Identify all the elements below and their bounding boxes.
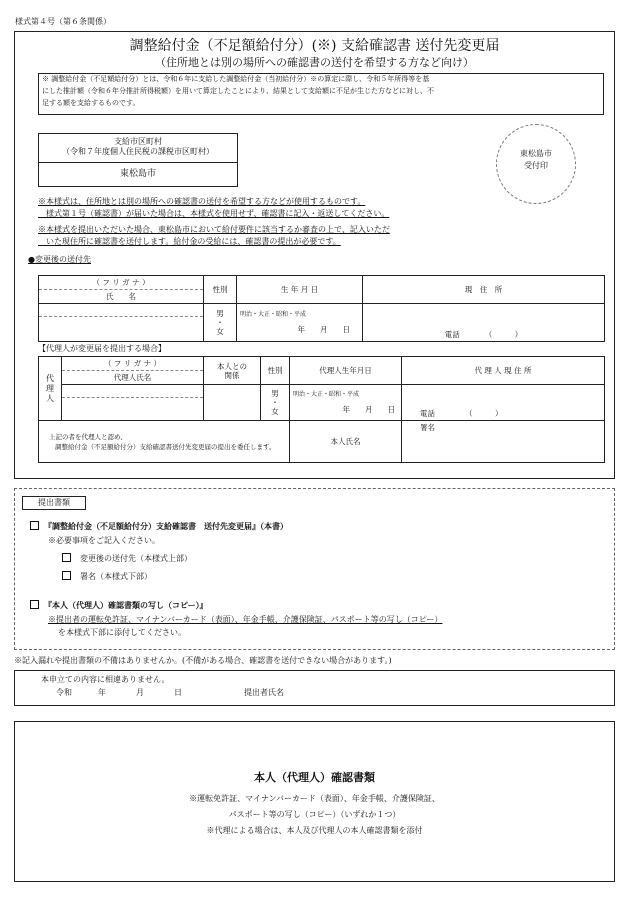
birth-entry-cell[interactable] xyxy=(237,304,363,342)
dot: ・ xyxy=(216,318,224,327)
female-option[interactable]: 女 xyxy=(216,327,224,336)
check-note: ※記入漏れや提出書類の不備はありませんか。(不備がある場合、確認書を送付できない場合があります。) xyxy=(14,656,392,665)
form-subtitle: （住所地とは別の場所への確認書の送付を希望する方など向け） xyxy=(155,56,474,69)
checkbox[interactable] xyxy=(30,600,39,609)
section-destination: ●変更後の送付先 xyxy=(28,255,91,264)
agent-era-options: 明治・大正・昭和・平成 xyxy=(293,391,360,398)
signature-label: 署名 xyxy=(420,423,435,432)
relation-header: 本人との 関係 xyxy=(204,357,261,385)
agent-birth-header: 代理人生年月日 xyxy=(290,357,402,385)
agent-sex-entry-cell[interactable] xyxy=(261,385,290,421)
agent-heading: 【代理人が変更届を提出する場合】 xyxy=(38,344,166,353)
submitter-name-label: 提出者氏名 xyxy=(244,688,284,697)
doc-item-2-note-2: を本様式下部に添付してください。 xyxy=(58,628,186,637)
municipality-label: 支給市区町村 xyxy=(114,137,162,146)
documents-box xyxy=(14,488,615,650)
destination-table xyxy=(38,275,605,342)
era-options: 明治・大正・昭和・平成 xyxy=(240,311,307,318)
agent-name-entry-cell[interactable] xyxy=(62,385,204,421)
checkbox[interactable] xyxy=(62,553,71,562)
id-box-line: パスポート等の写し（コピー）（いずれか１つ） xyxy=(228,810,401,819)
instruction-line: ※本様式を提出いただいた場合、東松島市において給付要件に該当するか審査の上で、記入いただ xyxy=(38,225,390,234)
doc-item-1[interactable]: 『調整給付金（不足額給付分）支給確認書 送付先変更届』（本書） xyxy=(30,521,288,531)
signature-cell[interactable] xyxy=(402,421,605,463)
phone-parentheses: （ ） xyxy=(484,330,523,339)
agent-address-header: 代 理 人 現 住 所 xyxy=(402,357,605,385)
declaration-statement: 本申立ての内容に相違ありません。 xyxy=(41,675,170,684)
form-title: 調整給付金（不足額給付分）(※) 支給確認書 送付先変更届 xyxy=(129,38,500,54)
birth-header: 生 年 月 日 xyxy=(237,276,363,304)
stamp-line2: 受付印 xyxy=(524,161,548,170)
furigana-label: （ フ リ ガ ナ ） xyxy=(39,278,203,290)
male-option[interactable]: 男 xyxy=(216,309,224,318)
id-box-title: 本人（代理人）確認書類 xyxy=(254,771,375,784)
agent-ymd-label: 年 月 日 xyxy=(342,405,395,414)
id-box-line: ※代理による場合は、本人及び代理人の本人確認書類を添付 xyxy=(206,826,423,835)
agent-name-label: 代理人氏名 xyxy=(113,373,152,382)
note-line: にした推計額（令和６年分推計所得税額）を用いて算定したことにより、結果として支給額に不足が生じた方などに対し、不 xyxy=(42,87,434,95)
doc-sub-1[interactable]: 変更後の送付先（本様式上部） xyxy=(62,553,192,564)
agent-phone-parentheses: （ ） xyxy=(465,409,503,418)
doc-item-2[interactable]: 『本人（代理人）確認書類の写し（コピー）』 xyxy=(30,600,208,610)
agent-table xyxy=(38,356,605,463)
principal-name-label: 本人氏名 xyxy=(290,421,402,463)
agent-name-header-cell xyxy=(62,357,204,385)
instruction-line: 様式第１号（確認書）が届いた場合は、本様式を使用せず、確認書に記入・返送してください。 xyxy=(38,209,390,218)
form-number: 様式第４号（第６条関係） xyxy=(15,17,111,26)
dot: ・ xyxy=(271,398,279,407)
name-header-cell xyxy=(39,276,204,304)
municipality-box xyxy=(38,133,238,187)
address-header: 現 住 所 xyxy=(363,276,605,304)
agent-sex-header: 性別 xyxy=(261,357,290,385)
address-entry-cell[interactable] xyxy=(363,304,605,342)
phone-label: 電話 xyxy=(444,330,460,339)
relation-entry-cell[interactable] xyxy=(204,385,261,421)
doc-sub-2[interactable]: 署名（本様式下部） xyxy=(62,571,152,582)
sex-entry-cell[interactable] xyxy=(204,304,237,342)
note-line: 足する額を支給するものです。 xyxy=(42,99,140,107)
id-box-line: ※運転免許証、マイナンバーカード（表面）、年金手帳、介護保険証、 xyxy=(189,794,440,803)
name-entry-cell[interactable] xyxy=(39,304,204,342)
agent-address-entry-cell[interactable] xyxy=(402,385,605,421)
doc-item-2-note: ※提出者の運転免許証、マイナンバーカード（表面）、年金手帳、介護保険証、パスポート等の写し（コピー） xyxy=(48,615,443,624)
instruction-line: いた現住所に確認書を送付します。給付金の受給には、確認書の提出が必要です。 xyxy=(38,237,341,246)
declaration-date-row[interactable]: 令和 年 月 日 xyxy=(56,688,182,697)
stamp-line1: 東松島市 xyxy=(520,149,552,158)
ymd-label: 年 月 日 xyxy=(297,325,350,334)
checkbox[interactable] xyxy=(30,521,39,530)
instruction-line: ※本様式は、住所地とは別の場所への確認書の送付を希望する方などが使用するものです。 xyxy=(38,197,366,206)
documents-heading: 提出書類 xyxy=(22,496,86,510)
municipality-label-sub: （令和７年度個人住民税の課税市区町村） xyxy=(62,147,214,156)
delegation-statement: 上記の者を代理人と認め、 調整給付金（不足額給付分）支給確認書送付先変更届の提出を委任します。 xyxy=(39,421,290,463)
definition-note xyxy=(38,73,604,115)
checkbox[interactable] xyxy=(62,571,71,580)
agent-side-label: 代理人 xyxy=(39,357,62,421)
agent-phone-label: 電話 xyxy=(420,409,435,418)
note-line: ※ 調整給付金（不足額給付分）とは、令和６年に支給した調整給付金（当初給付分）※の算定に際し、令和５年所得等を基 xyxy=(42,75,430,83)
sex-header: 性別 xyxy=(204,276,237,304)
name-label: 氏 名 xyxy=(106,292,136,301)
agent-furigana-label: （ フ リ ガ ナ ） xyxy=(62,359,203,371)
agent-birth-entry-cell[interactable] xyxy=(290,385,402,421)
municipality-value: 東松島市 xyxy=(119,169,156,179)
doc-item-1-note: ※必要事項をご記入ください。 xyxy=(48,536,160,545)
agent-female-option[interactable]: 女 xyxy=(271,407,279,416)
agent-male-option[interactable]: 男 xyxy=(271,389,279,398)
